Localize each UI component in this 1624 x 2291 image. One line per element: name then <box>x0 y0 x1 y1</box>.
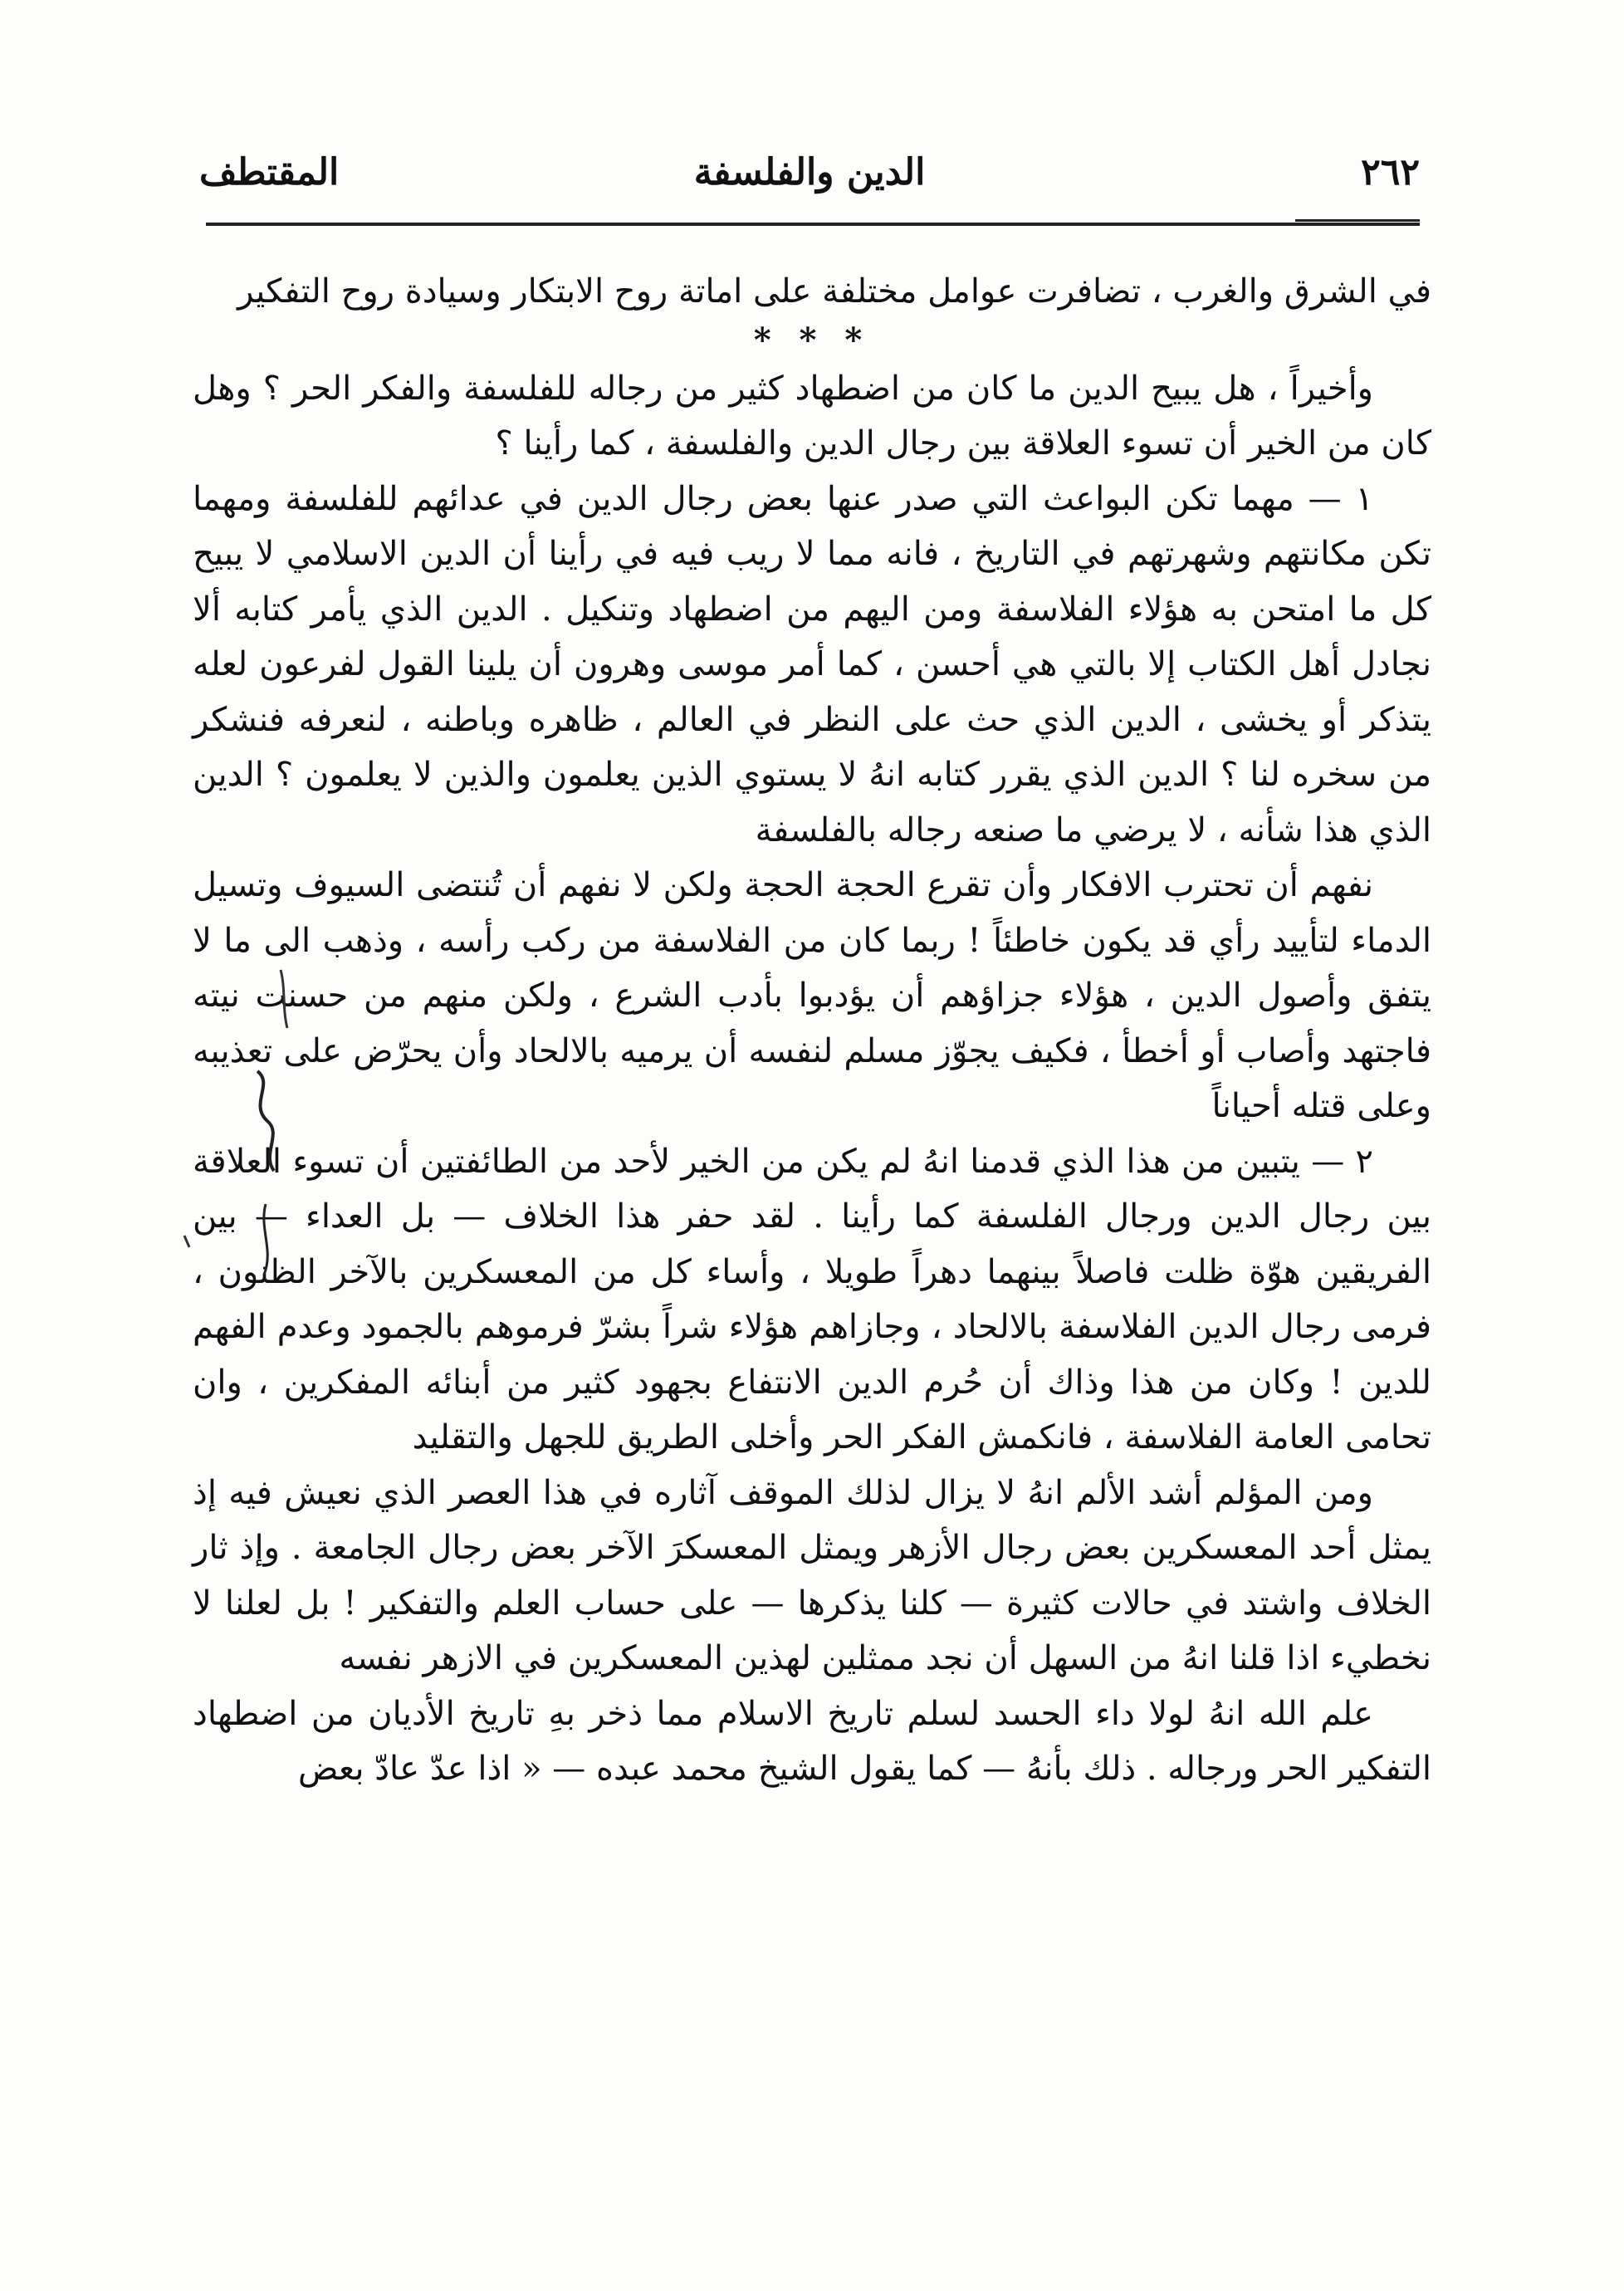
paragraph: وأخيراً ، هل يبيح الدين ما كان من اضطهاد كثير من رجاله للفلسفة والفكر الحر ؟ وهل كان من الخير أن تسوء العلاقة بين رجال الدين والفلسفة ، كما رأينا ؟ <box>193 369 1431 463</box>
paragraph: ومن المؤلم أشد الألم انهُ لا يزال لذلك الموقف آثاره في هذا العصر الذي نعيش فيه إذ يمثل أحد المعسكرين بعض رجال الأزهر ويمثل المعسكرَ الآخر بعض رجال الجامعة . وإذ ثار الخلاف واشتد في حالات كثيرة — كلنا يذكرها — على حساب العلم والتفكير ! بل لعلنا لا نخطيء اذا قلنا انهُ من السهل أن نجد ممثلين لهذين المعسكرين في الازهر نفسه <box>193 1473 1431 1677</box>
paragraph: نفهم أن تحترب الافكار وأن تقرع الحجة الحجة ولكن لا نفهم أن تُنتضى السيوف وتسيل الدماء لتأييد رأي قد يكون خاطئاً ! ربما كان من الفلاسفة من ركب رأسه ، وذهب الى ما لا يتفق وأصول الدين ، هؤلاء جزاؤهم أن يؤدبوا بأدب الشرع ، ولكن منهم من حسنت نيته فاجتهد وأصاب أو أخطأ ، فكيف يجوّز مسلم لنفسه أن يرميه بالالحاد وأن يحرّض على تعذيبه وعلى قتله أحياناً <box>193 866 1432 1125</box>
paragraph-point-2: ٢ — يتبين من هذا الذي قدمنا انهُ لم يكن من الخير لأحد من الطائفتين أن تسوء العلاقة بين رجال الدين ورجال الفلسفة كما رأينا . لقد حفر هذا الخلاف — بل العداء — بين الفريقين هوّة ظلت فاصلاً بينهما دهراً طويلا ، وأساء كل من المعسكرين بالآخر الظنون ، فرمى رجال الدين الفلاسفة بالالحاد ، وجازاهم هؤلاء شراً بشرّ فرموهم بالجمود وعدم الفهم للدين ! وكان من هذا وذاك أن حُرم الدين الانتفاع بجهود كثير من أبنائه المفكرين ، وان تحامى العامة الفلاسفة ، فانكمش الفكر الحر وأخلى الطريق للجهل والتقليد <box>193 1142 1432 1456</box>
header-rule <box>206 223 1420 226</box>
margin-pen-tick <box>184 1236 189 1247</box>
page-number: ٢٦٢ <box>1361 151 1420 193</box>
paragraph-continuation: في الشرق والغرب ، تضافرت عوامل مختلفة على اماتة روح الابتكار وسيادة روح التفكير <box>237 272 1431 311</box>
article-body <box>193 264 1431 1797</box>
paragraph: علم الله انهُ لولا داء الحسد لسلم تاريخ الاسلام مما ذخر بهِ تاريخ الأديان من اضطهاد التفكير الحر ورجاله . ذلك بأنهُ — كما يقول الشيخ محمد عبده — « اذا عدّ عادّ بعض <box>193 1694 1431 1788</box>
journal-name: المقتطف <box>199 151 340 193</box>
running-title: الدين والفلسفة <box>693 151 926 193</box>
running-header <box>199 148 1420 214</box>
header-rule-accent <box>1295 219 1420 222</box>
paragraph-point-1: ١ — مهما تكن البواعث التي صدر عنها بعض رجال الدين في عدائهم للفلسفة ومهما تكن مكانتهم وشهرتهم في التاريخ ، فانه مما لا ريب فيه في رأينا أن الدين الاسلامي لا يبيح كل ما امتحن به هؤلاء الفلاسفة ومن اليهم من اضطهاد وتنكيل . الدين الذي يأمر كتابه ألا نجادل أهل الكتاب إلا بالتي هي أحسن ، كما أمر موسى وهرون أن يلينا القول لفرعون لعله يتذكر أو يخشى ، الدين الذي حث على النظر في العالم ، ظاهره وباطنه ، لنعرفه فنشكر من سخره لنا ؟ الدين الذي يقرر كتابه انهُ لا يستوي الذين يعلمون والذين لا يعلمون ؟ الدين الذي هذا شأنه ، لا يرضي ما صنعه رجاله بالفلسفة <box>193 479 1431 849</box>
section-separator: * * * <box>753 320 871 360</box>
